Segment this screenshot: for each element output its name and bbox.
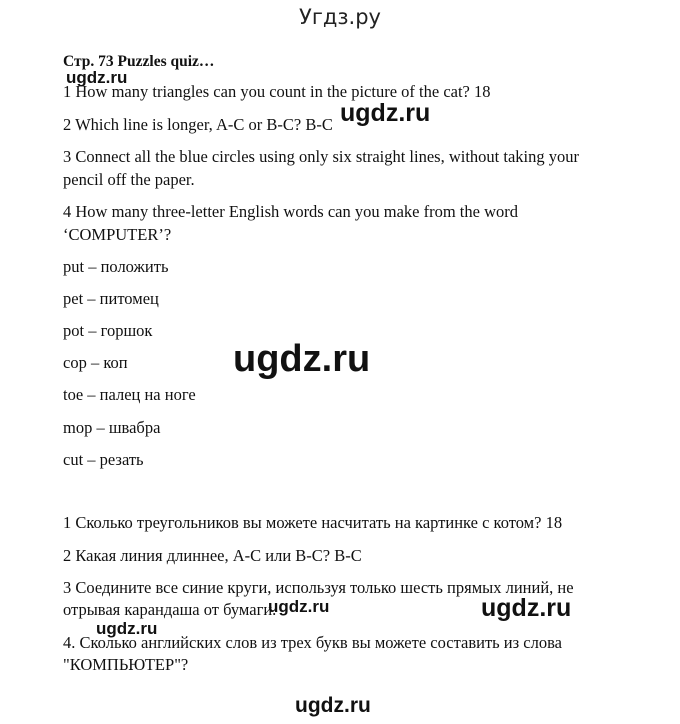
watermark: ugdz.ru: [66, 68, 128, 87]
russian-question-3-line-2: отрывая карандаша от бумаги.: [63, 600, 277, 619]
russian-question-3-line-1: 3 Соедините все синие круги, используя только шесть прямых линий, не: [63, 578, 574, 597]
russian-question-2: 2 Какая линия длиннее, A-C или B-C? B-C: [63, 546, 362, 565]
word-list-item: cut – резать: [63, 450, 144, 469]
word-list-item: pet – питомец: [63, 289, 159, 308]
english-question-3-line-1: 3 Connect all the blue circles using only six straight lines, without taking your: [63, 147, 580, 166]
watermark: ugdz.ru: [295, 694, 371, 717]
english-question-2: 2 Which line is longer, A-C or B-C? B-C: [63, 115, 333, 134]
word-list-item: toe – палец на ноге: [63, 385, 196, 404]
russian-question-1: 1 Сколько треугольников вы можете насчитать на картинке с котом? 18: [63, 513, 563, 532]
watermark: ugdz.ru: [340, 99, 431, 127]
page-heading: Стр. 73 Puzzles quiz…: [63, 53, 215, 70]
watermark: ugdz.ru: [268, 597, 330, 616]
english-question-3-line-2: pencil off the paper.: [63, 170, 195, 189]
watermark: ugdz.ru: [96, 619, 158, 638]
word-list-item: cop – коп: [63, 353, 128, 372]
english-question-1: 1 How many triangles can you count in the picture of the cat? 18: [63, 82, 491, 101]
watermark: ugdz.ru: [233, 338, 371, 380]
word-list-item: pot – горшок: [63, 321, 153, 340]
site-title: Угдз.ру: [299, 5, 381, 29]
watermark: ugdz.ru: [481, 594, 572, 622]
russian-question-4-line-1: 4. Сколько английских слов из трех букв вы можете составить из слова: [63, 633, 562, 652]
english-question-4-line-2: ‘COMPUTER’?: [63, 225, 172, 244]
russian-question-4-line-2: "КОМПЬЮТЕР"?: [63, 655, 189, 674]
word-list-item: mop – швабра: [63, 418, 161, 437]
english-question-4-line-1: 4 How many three-letter English words can you make from the word: [63, 202, 518, 221]
word-list-item: put – положить: [63, 257, 169, 276]
